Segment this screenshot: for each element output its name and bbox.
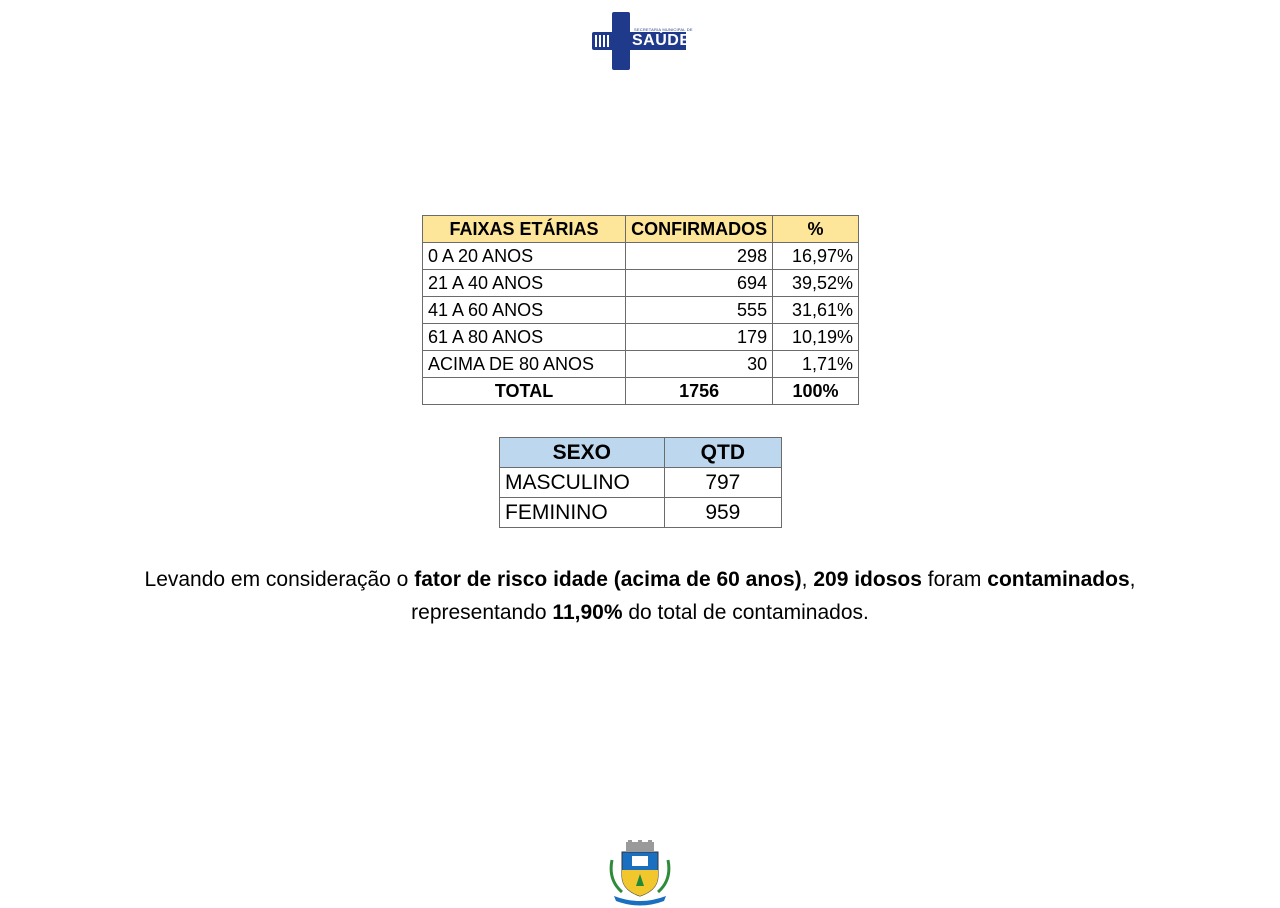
age-range-cell: 61 A 80 ANOS bbox=[423, 324, 626, 351]
sex-cell: MASCULINO bbox=[500, 468, 665, 498]
header-qty: QTD bbox=[664, 438, 781, 468]
percent-cell: 1,71% bbox=[773, 351, 859, 378]
sex-cell: FEMININO bbox=[500, 498, 665, 528]
percent-cell: 10,19% bbox=[773, 324, 859, 351]
summary-emphasis: 11,90% bbox=[552, 601, 623, 624]
summary-text: Levando em consideração o bbox=[144, 568, 415, 591]
age-range-cell: 0 A 20 ANOS bbox=[423, 243, 626, 270]
summary-text: representando bbox=[411, 601, 553, 624]
summary-emphasis: fator de risco idade (acima de 60 anos) bbox=[414, 568, 802, 591]
summary-text: , bbox=[801, 568, 814, 591]
table-total-row bbox=[423, 378, 859, 405]
confirmed-cell: 694 bbox=[626, 270, 773, 297]
age-range-cell: 41 A 60 ANOS bbox=[423, 297, 626, 324]
qty-cell: 959 bbox=[664, 498, 781, 528]
summary-line-2 bbox=[40, 596, 1240, 629]
age-range-cell: 21 A 40 ANOS bbox=[423, 270, 626, 297]
total-confirmed: 1756 bbox=[626, 378, 773, 405]
summary-text: foram bbox=[921, 568, 988, 591]
municipal-crest-icon bbox=[606, 840, 674, 906]
qty-cell: 797 bbox=[664, 468, 781, 498]
table-row bbox=[423, 243, 859, 270]
confirmed-cell: 298 bbox=[626, 243, 773, 270]
sex-table bbox=[499, 437, 782, 528]
header-age-range: FAIXAS ETÁRIAS bbox=[423, 216, 626, 243]
saude-logo bbox=[592, 12, 692, 72]
header-confirmed: CONFIRMADOS bbox=[626, 216, 773, 243]
logo-subtitle: SECRETARIA MUNICIPAL DE bbox=[634, 27, 693, 32]
table-row bbox=[423, 297, 859, 324]
percent-cell: 31,61% bbox=[773, 297, 859, 324]
summary-line-1 bbox=[40, 563, 1240, 596]
table-row bbox=[423, 324, 859, 351]
percent-cell: 16,97% bbox=[773, 243, 859, 270]
total-percent: 100% bbox=[773, 378, 859, 405]
summary-text: do total de contaminados. bbox=[622, 601, 869, 624]
summary-emphasis: contaminados bbox=[987, 568, 1130, 591]
confirmed-cell: 555 bbox=[626, 297, 773, 324]
logo-stripes bbox=[595, 35, 609, 47]
table-header-row bbox=[500, 438, 782, 468]
summary-paragraph bbox=[40, 563, 1240, 629]
header-sex: SEXO bbox=[500, 438, 665, 468]
table-row bbox=[500, 498, 782, 528]
table-row bbox=[500, 468, 782, 498]
summary-text: , bbox=[1129, 568, 1136, 591]
percent-cell: 39,52% bbox=[773, 270, 859, 297]
confirmed-cell: 179 bbox=[626, 324, 773, 351]
logo-title: SAÚDE bbox=[632, 32, 691, 49]
age-range-cell: ACIMA DE 80 ANOS bbox=[423, 351, 626, 378]
header-percent: % bbox=[773, 216, 859, 243]
summary-emphasis: 209 idosos bbox=[813, 568, 922, 591]
age-range-table bbox=[422, 215, 859, 405]
total-label: TOTAL bbox=[423, 378, 626, 405]
table-row bbox=[423, 270, 859, 297]
confirmed-cell: 30 bbox=[626, 351, 773, 378]
table-header-row bbox=[423, 216, 859, 243]
table-row bbox=[423, 351, 859, 378]
